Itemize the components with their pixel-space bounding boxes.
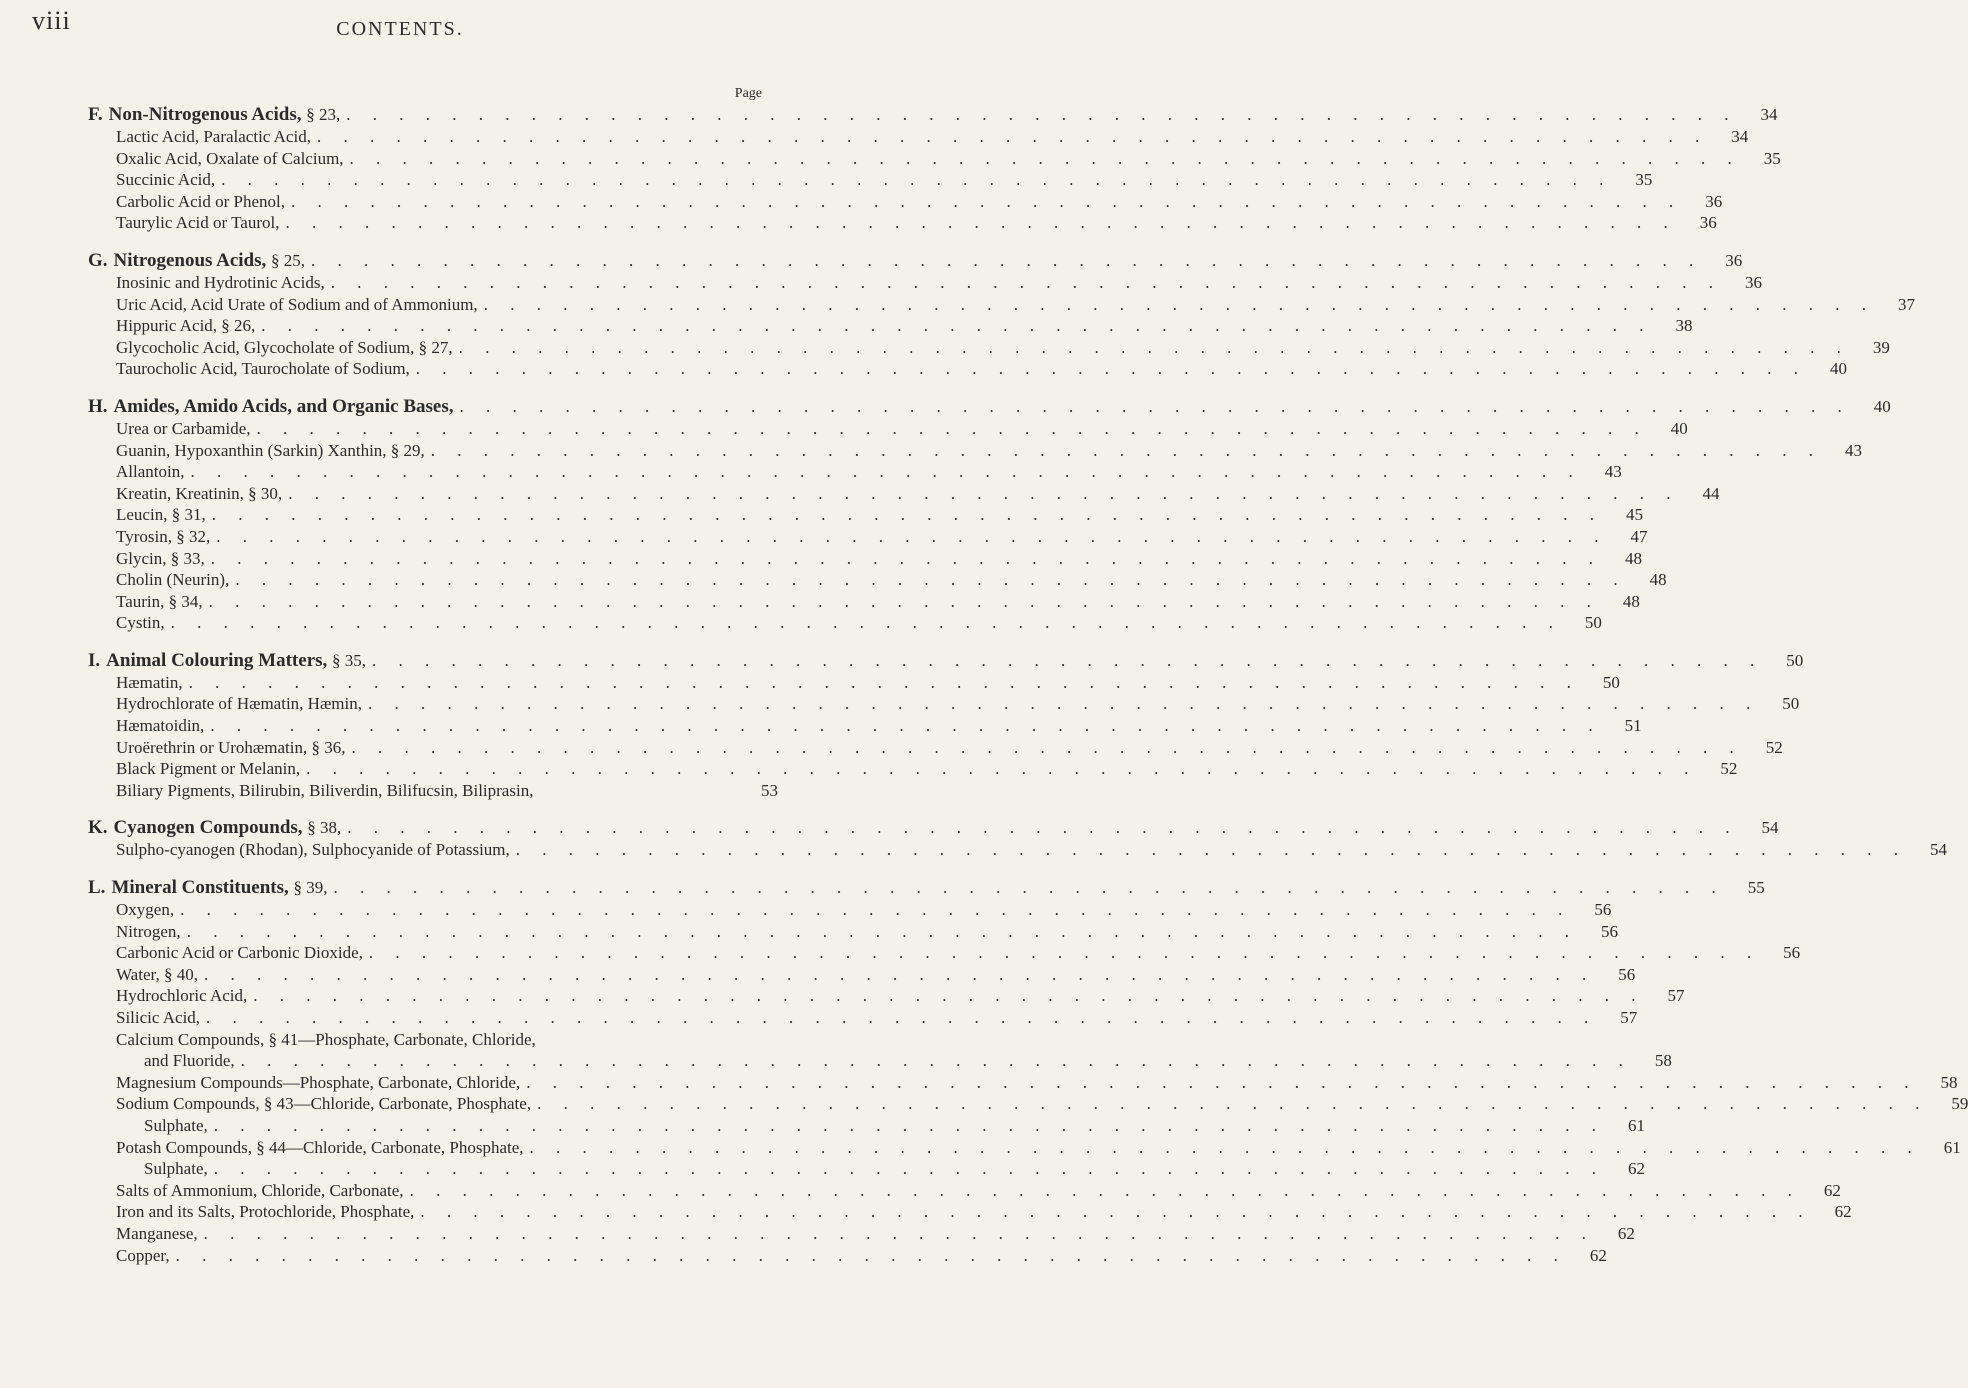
entry-text: Taurocholic Acid, Taurocholate of Sodium, <box>116 359 410 379</box>
toc-entry <box>88 900 1612 922</box>
section-heading <box>88 395 1891 419</box>
dot-leader <box>351 738 1742 758</box>
page-ref: 43 <box>1604 462 1622 482</box>
toc-entry <box>88 759 1738 781</box>
section-heading <box>88 249 1743 273</box>
page-ref: 62 <box>1617 1223 1635 1243</box>
dot-leader <box>311 251 1702 271</box>
dot-leader <box>214 1159 1605 1179</box>
entry-text: Sulpho-cyanogen (Rhodan), Sulphocyanide of Potassium, <box>116 840 510 860</box>
entry-text: Hæmatin, <box>116 672 183 692</box>
dot-leader <box>210 716 1601 736</box>
dot-leader <box>204 965 1595 985</box>
entry-text: Cholin (Neurin), <box>116 570 230 590</box>
dot-leader <box>431 441 1822 461</box>
entry-text: Hydrochlorate of Hæmatin, Hæmin, <box>116 694 362 714</box>
dot-leader <box>221 170 1612 190</box>
entry-text: Black Pigment or Melanin, <box>116 759 301 779</box>
page-ref: 56 <box>1783 943 1801 963</box>
dot-leader <box>291 192 1682 212</box>
page-ref: 62 <box>1823 1180 1841 1200</box>
entry-text: Inosinic and Hydrotinic Acids, <box>116 272 325 292</box>
dot-leader <box>317 127 1708 147</box>
section-title: Cyanogen Compounds, <box>113 817 303 839</box>
dot-leader <box>211 549 1602 569</box>
dot-leader <box>253 986 1644 1006</box>
entry-text: Potash Compounds, § 44—Chloride, Carbonate, Phosphate, <box>116 1137 524 1157</box>
toc-entry <box>88 1223 1635 1246</box>
page-ref: 58 <box>1940 1072 1958 1092</box>
dot-leader <box>187 922 1578 942</box>
toc-entry <box>88 294 1915 317</box>
toc-entry <box>88 716 1642 738</box>
page-ref: 34 <box>1760 105 1778 124</box>
toc-section <box>88 395 1891 635</box>
page-ref: 39 <box>1872 337 1890 357</box>
toc-entry <box>88 1051 1672 1073</box>
page-ref: 37 <box>1897 294 1915 314</box>
page-ref: 40 <box>1670 418 1688 438</box>
entry-text: Lactic Acid, Paralactic Acid, <box>116 127 311 146</box>
section-letter: F. <box>88 104 103 125</box>
toc-section <box>88 877 1968 1267</box>
dot-leader <box>214 1116 1605 1136</box>
entry-text: Biliary Pigments, Bilirubin, Biliverdin, Bilifucsin, Biliprasin, <box>116 780 534 800</box>
page-ref: 56 <box>1594 900 1612 920</box>
entry-text: Hippuric Acid, § 26, <box>116 316 256 336</box>
toc-section <box>88 104 1781 235</box>
section-ref: § 39, <box>293 878 328 898</box>
toc-entry <box>88 672 1620 695</box>
toc-entry <box>88 337 1890 360</box>
entry-text: Guanin, Hypoxanthin (Sarkin) Xanthin, § 29, <box>116 440 425 460</box>
toc-entry <box>88 1159 1645 1181</box>
table-of-contents <box>88 104 1968 1282</box>
page-ref: 53 <box>761 780 778 800</box>
dot-leader <box>459 338 1850 358</box>
toc-entry <box>88 1202 1852 1224</box>
toc-section <box>88 249 1915 381</box>
entry-text: Manganese, <box>116 1223 198 1243</box>
dot-leader <box>331 273 1722 293</box>
dot-leader <box>241 1051 1632 1071</box>
toc-entry <box>88 272 1762 295</box>
page-ref: 55 <box>1747 878 1765 898</box>
dot-leader <box>346 105 1737 125</box>
page-ref: 48 <box>1649 570 1667 590</box>
page-ref: 59 <box>1951 1094 1968 1114</box>
page-ref: 50 <box>1584 613 1602 633</box>
toc-entry <box>88 316 1693 338</box>
page-ref: 50 <box>1602 672 1620 692</box>
page-ref: 43 <box>1845 440 1863 460</box>
page-ref: 61 <box>1943 1137 1961 1157</box>
toc-entry <box>88 213 1717 235</box>
page-ref: 58 <box>1654 1051 1672 1071</box>
dot-leader <box>190 462 1581 482</box>
section-letter: H. <box>88 395 108 417</box>
entry-text: Magnesium Compounds—Phosphate, Carbonate, Chloride, <box>116 1072 521 1092</box>
dot-leader <box>350 149 1741 169</box>
section-title: Nitrogenous Acids, <box>113 249 267 271</box>
toc-entry <box>88 781 778 803</box>
entry-text: Cystin, <box>116 613 165 633</box>
entry-text: Urea or Carbamide, <box>116 418 251 438</box>
dot-leader <box>420 1202 1811 1222</box>
dot-leader <box>306 759 1697 779</box>
section-heading <box>88 817 1779 840</box>
entry-text: Tyrosin, § 32, <box>116 526 211 546</box>
dot-leader <box>347 818 1738 838</box>
page-ref: 45 <box>1625 505 1643 525</box>
section-letter: L. <box>88 877 106 899</box>
dot-leader <box>206 1008 1597 1028</box>
entry-text: Kreatin, Kreatinin, § 30, <box>116 483 283 503</box>
entry-text: Sodium Compounds, § 43—Chloride, Carbonate, Phosphate, <box>116 1094 532 1114</box>
section-heading <box>88 649 1804 673</box>
toc-entry <box>88 1245 1607 1268</box>
section-letter: I. <box>88 649 101 671</box>
toc-entry <box>88 359 1848 381</box>
entry-text: Taurylic Acid or Taurol, <box>116 213 280 233</box>
toc-entry <box>88 694 1800 716</box>
page-ref: 40 <box>1830 359 1848 379</box>
section-letter: K. <box>88 817 108 839</box>
toc-entry <box>88 505 1643 527</box>
toc-entry <box>88 191 1723 214</box>
section-heading <box>88 877 1765 900</box>
page-ref: 48 <box>1622 591 1640 611</box>
page-ref: 47 <box>1630 526 1648 546</box>
entry-text: Uric Acid, Acid Urate of Sodium and of Ammonium, <box>116 294 478 314</box>
section-ref: § 35, <box>332 650 367 670</box>
dot-leader <box>216 527 1607 547</box>
dot-leader <box>288 484 1679 504</box>
toc-entry <box>88 148 1781 171</box>
page-ref: 35 <box>1635 170 1653 190</box>
dot-leader <box>416 359 1807 379</box>
dot-leader <box>530 1138 1921 1158</box>
page-ref: 36 <box>1744 272 1762 292</box>
section-title: Animal Colouring Matters, <box>106 649 328 671</box>
entry-text: Sulphate, <box>144 1159 208 1179</box>
toc-section <box>88 649 1804 803</box>
dot-leader <box>368 694 1759 714</box>
toc-entry <box>88 1008 1638 1030</box>
entry-text: Salts of Ammonium, Chloride, Carbonate, <box>116 1180 404 1200</box>
entry-text: Sulphate, <box>144 1115 208 1135</box>
toc-entry <box>88 548 1643 571</box>
section-title: Non-Nitrogenous Acids, <box>108 104 302 125</box>
entry-text: Glycin, § 33, <box>116 548 205 568</box>
dot-leader <box>204 1224 1595 1244</box>
toc-entry <box>88 418 1688 441</box>
page-ref: 51 <box>1624 716 1642 736</box>
entry-text: Succinic Acid, <box>116 170 216 190</box>
dot-leader <box>176 1246 1567 1266</box>
page-ref: 50 <box>1782 694 1800 714</box>
entry-text: Leucin, § 31, <box>116 505 206 525</box>
entry-text: Oxygen, <box>116 900 175 920</box>
toc-entry <box>88 986 1685 1008</box>
toc-entry <box>88 462 1622 484</box>
toc-entry <box>88 526 1648 549</box>
toc-entry <box>88 613 1602 635</box>
section-title: Mineral Constituents, <box>111 877 289 899</box>
dot-leader <box>334 878 1725 898</box>
page-ref: 36 <box>1725 250 1743 270</box>
dot-leader <box>235 570 1626 590</box>
dot-leader <box>180 900 1571 920</box>
dot-leader <box>189 673 1580 693</box>
page-ref: 62 <box>1628 1159 1645 1179</box>
dot-leader <box>171 613 1562 633</box>
toc-entry <box>88 840 1948 862</box>
page-column-label: Page <box>734 86 762 101</box>
dot-leader <box>212 505 1603 525</box>
page-ref: 62 <box>1834 1202 1852 1222</box>
toc-section <box>88 817 1948 862</box>
page-ref: 40 <box>1873 396 1891 416</box>
dot-leader <box>516 840 1907 860</box>
toc-entry <box>88 1137 1961 1160</box>
section-heading <box>88 104 1778 127</box>
page-ref: 35 <box>1763 148 1781 168</box>
toc-entry <box>88 921 1618 944</box>
page-ref: 61 <box>1628 1115 1645 1135</box>
entry-text: and Fluoride, <box>144 1051 235 1071</box>
running-head: CONTENTS. <box>336 18 464 40</box>
entry-text: Copper, <box>116 1245 170 1265</box>
toc-entry <box>88 570 1667 592</box>
entry-text: Iron and its Salts, Protochloride, Phosphate, <box>116 1202 415 1222</box>
dot-leader <box>526 1073 1917 1093</box>
page-ref: 56 <box>1618 964 1636 984</box>
page-ref: 48 <box>1625 548 1643 568</box>
entry-text: Nitrogen, <box>116 921 181 941</box>
toc-entry <box>88 943 1801 965</box>
page-ref: 54 <box>1930 840 1948 860</box>
page-ref: 57 <box>1620 1008 1638 1027</box>
section-ref: § 25, <box>271 250 306 270</box>
entry-text: Carbonic Acid or Carbonic Dioxide, <box>116 943 363 963</box>
page-ref: 62 <box>1589 1245 1607 1265</box>
dot-leader <box>410 1181 1801 1201</box>
entry-text: Allantoin, <box>116 462 185 482</box>
entry-text: Uroërethrin or Urohæmatin, § 36, <box>116 737 346 757</box>
page-ref: 36 <box>1705 191 1723 211</box>
toc-entry <box>88 1030 778 1052</box>
entry-text: Glycocholic Acid, Glycocholate of Sodium, § 27, <box>116 337 453 357</box>
entry-text: Carbolic Acid or Phenol, <box>116 191 286 211</box>
entry-text: Silicic Acid, <box>116 1008 201 1027</box>
toc-entry <box>88 591 1640 614</box>
dot-leader <box>484 295 1875 315</box>
page-ref: 56 <box>1600 921 1618 941</box>
page-ref: 38 <box>1675 316 1693 336</box>
page-ref: 57 <box>1667 986 1685 1006</box>
section-title: Amides, Amido Acids, and Organic Bases, <box>113 395 454 417</box>
dot-leader <box>537 1094 1928 1114</box>
entry-text: Water, § 40, <box>116 964 198 984</box>
entry-text: Hæmatoidin, <box>116 716 205 736</box>
dot-leader <box>285 213 1676 233</box>
page-ref: 36 <box>1699 213 1717 233</box>
toc-entry <box>88 170 1653 192</box>
page-ref: 44 <box>1702 483 1720 503</box>
toc-entry <box>88 964 1636 987</box>
toc-entry <box>88 127 1749 149</box>
section-ref: § 23, <box>306 105 341 124</box>
toc-entry <box>88 1115 1645 1138</box>
page-number: viii <box>32 6 71 35</box>
page-ref: 34 <box>1731 127 1749 146</box>
dot-leader <box>257 419 1648 439</box>
entry-text: Calcium Compounds, § 41—Phosphate, Carbonate, Chloride, <box>116 1029 536 1049</box>
toc-entry <box>88 1072 1958 1095</box>
toc-entry <box>88 1180 1841 1203</box>
entry-text: Hydrochloric Acid, <box>116 986 248 1006</box>
page-ref: 52 <box>1720 759 1738 779</box>
toc-entry <box>88 483 1720 506</box>
toc-entry <box>88 440 1863 463</box>
page-ref: 52 <box>1765 737 1783 757</box>
entry-text: Oxalic Acid, Oxalate of Calcium, <box>116 148 344 168</box>
toc-entry <box>88 737 1783 760</box>
dot-leader <box>372 651 1763 671</box>
dot-leader <box>261 316 1652 336</box>
section-ref: § 38, <box>307 818 342 838</box>
entry-text: Taurin, § 34, <box>116 591 203 611</box>
dot-leader <box>459 397 1850 417</box>
dot-leader <box>209 592 1600 612</box>
dot-leader <box>369 943 1760 963</box>
toc-entry <box>88 1094 1968 1116</box>
section-letter: G. <box>88 249 108 271</box>
page-ref: 54 <box>1761 818 1779 838</box>
page-ref: 50 <box>1786 650 1804 670</box>
